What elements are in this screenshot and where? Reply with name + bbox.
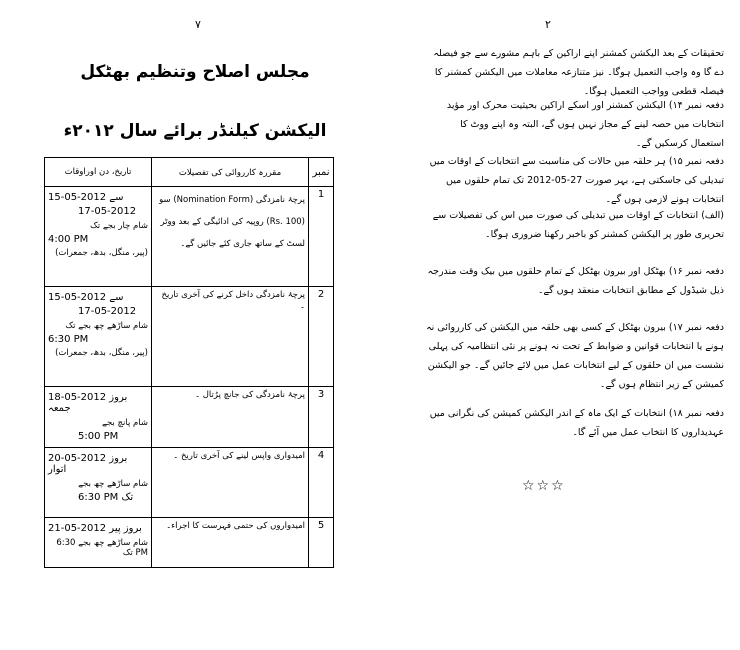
page-number: ۷: [195, 18, 201, 31]
date-line: 21-05-2012 بروز پیر: [48, 523, 142, 534]
organization-name: مجلس اصلاح وتنظیم بھٹکل: [80, 62, 310, 82]
page-number: ۲: [545, 18, 551, 31]
date-line: (پیر، منگل، بدھ، جمعرات): [55, 348, 148, 358]
section-18: دفعہ نمبر ۱۸) انتخابات کے ایک ماہ کے اندر الیکشن کمیشن کی نگرانی میں عہدیداروں کا انتخاب عمل میں آئے گا۔: [429, 408, 724, 438]
date-line: 15-05-2012 سے: [48, 192, 124, 203]
page-title: الیکشن کیلنڈر برائے سال ۲۰۱۲ء: [63, 121, 327, 141]
row-date-cell: [45, 518, 152, 568]
row-number-cell: 4: [309, 448, 334, 518]
section-15: دفعہ نمبر ۱۵) ہر حلقہ میں حالات کی مناسبت سے انتخابات کے اوقات میں تبدیلی کی جاسکتی ہے، بہر صورت 27-05-2012 تک تمام حلقوں میں انتخابات ہونے لازمی ہوں گے۔: [429, 156, 724, 205]
row-number-cell: 3: [309, 387, 334, 448]
date-line: شام ساڑھے چھ بجے: [78, 479, 148, 489]
section-16: دفعہ نمبر ۱۶) بھٹکل اور بیرون بھٹکل کے تمام حلقوں میں بیک وقت مندرجہ ذیل شیڈول کے مطابق انتخابات منعقد ہوں گے۔: [427, 266, 724, 296]
row-date-cell: [45, 448, 152, 518]
row-date-cell: [45, 187, 152, 287]
date-line: 18-05-2012 بروز جمعہ: [48, 392, 128, 414]
paragraph: تحقیقات کے بعد الیکشن کمشنر اپنے اراکین کے باہم مشورے سے جو فیصلہ دے گا وہ واجب التعمیل ہوگا۔ نیز متنازعہ معاملات میں الیکشن کمشنر کا فیصلہ قطعی وواجب التعمیل ہوگا۔: [433, 48, 724, 97]
row-date-cell: [45, 387, 152, 448]
row-details-cell: امیدواروں کی حتمی فہرست کا اجراء۔: [152, 518, 309, 568]
date-line: 6:30 PM: [48, 334, 89, 345]
row-details-cell: پرچۂ نامزدگی داخل کرنے کی آخری تاریخ ۔: [152, 287, 309, 387]
date-line: شام ساڑھے چھ بجے تک: [65, 321, 148, 331]
table-row: [45, 287, 334, 387]
row-details-cell: امیدواری واپس لینے کی آخری تاریخ ۔: [152, 448, 309, 518]
row-number-cell: 5: [309, 518, 334, 568]
row-details-cell: پرچۂ نامزدگی (Nomination Form) سو (Rs. 100) روپیہ کی ادائیگی کے بعد ووٹر لسٹ کے ساتھ جاری کئے جائیں گے۔: [152, 187, 309, 287]
section-14: دفعہ نمبر ۱۴) الیکشن کمشنر اور اسکے اراکین بحیثیت محرک اور مؤید انتخابات میں حصہ لینے کے مجاز نہیں ہوں گے، البتہ وہ اپنے ووٹ کا استعمال کرسکیں گے۔: [446, 100, 724, 149]
table-row: [45, 187, 334, 287]
row-number-cell: 1: [309, 187, 334, 287]
section-17: دفعہ نمبر ۱۷) بیرون بھٹکل کے کسی بھی حلقہ میں الیکشن کی کارروائی نہ ہونے یا انتخابات قوانین و ضوابط کے تحت نہ ہونے پر نئی انتظامیہ کی پہلی نشست میں ان حلقوں کے لیے انتخابات عمل میں لائے جائیں گے۔ جو الیکشن کمیشن کے زیر انتظام ہوں گے۔: [426, 322, 724, 390]
date-line: 5:00 PM: [78, 431, 119, 442]
date-line: 4:00 PM: [48, 234, 89, 245]
table-row: [45, 387, 334, 448]
date-line: 6:30 PM تک: [78, 492, 134, 503]
date-line: 17-05-2012: [78, 206, 137, 217]
row-number-cell: 2: [309, 287, 334, 387]
date-line: شام ساڑھے چھ بجے 6:30 PM تک: [56, 538, 148, 558]
star-ornament: ☆☆☆: [522, 478, 566, 494]
date-line: شام چار بجے تک: [90, 221, 148, 231]
right-page: [370, 0, 740, 650]
header-date: تاریخ، دن اوراوقات: [45, 158, 152, 187]
row-details-cell: پرچۂ نامزدگی کی جانچ پڑتال ۔: [152, 387, 309, 448]
date-line: 20-05-2012 بروز اتوار: [48, 453, 128, 475]
table-header-row: [45, 158, 334, 187]
header-number: نمبر: [309, 158, 334, 187]
section-15-a: (الف) انتخابات کے اوقات میں تبدیلی کی صورت میں اس کی تفصیلات سے تحریری طور پر الیکشن کمشنر کو باخبر رکھنا ضروری ہوگا۔: [432, 210, 724, 240]
date-line: (پیر، منگل، بدھ، جمعرات): [55, 248, 148, 258]
row-date-cell: [45, 287, 152, 387]
election-calendar-table: [44, 157, 334, 568]
date-line: شام پانچ بجے: [101, 418, 148, 428]
date-line: 15-05-2012 سے: [48, 292, 124, 303]
table-row: [45, 518, 334, 568]
date-line: 17-05-2012: [78, 306, 137, 317]
table-row: [45, 448, 334, 518]
header-details: مقررہ کارروائی کی تفصیلات: [152, 158, 309, 187]
